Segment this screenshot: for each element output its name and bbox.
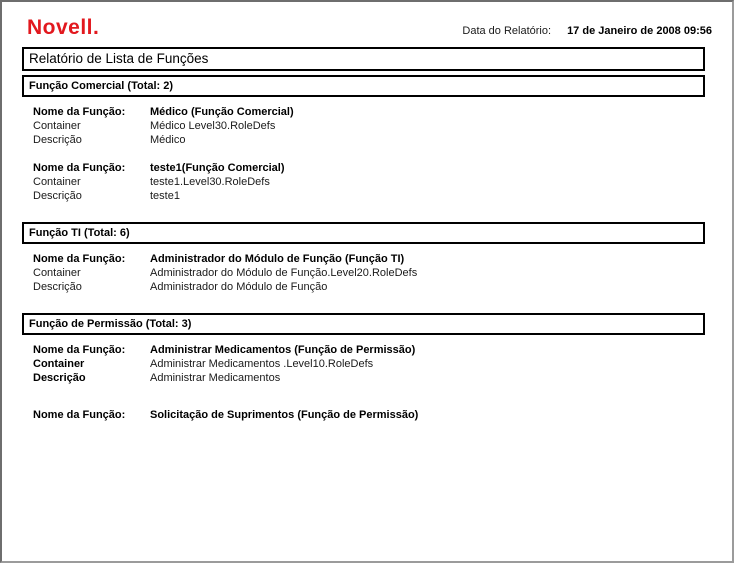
field-label: Container [33, 120, 81, 132]
role-field-row [22, 266, 705, 280]
role-field-row [22, 280, 705, 294]
section-header: Função de Permissão (Total: 3) [22, 313, 705, 335]
role-record [22, 161, 705, 203]
report-date-label: Data do Relatório: [462, 25, 552, 37]
role-record [22, 408, 705, 422]
field-value: teste1(Função Comercial) [150, 162, 285, 174]
report-title: Relatório de Lista de Funções [22, 47, 705, 71]
field-value: Administrador do Módulo de Função [150, 281, 328, 293]
field-value: teste1 [150, 190, 180, 202]
role-field-row [22, 161, 705, 175]
field-label: Container [33, 358, 85, 370]
field-value: Administrar Medicamentos (Função de Permissão) [150, 344, 416, 356]
field-label: Descrição [33, 190, 82, 202]
role-record [22, 252, 705, 294]
role-field-row [22, 189, 705, 203]
report-header [27, 17, 712, 39]
field-label: Nome da Função: [33, 409, 126, 421]
field-value: Administrador do Módulo de Função (Função TI) [150, 253, 405, 265]
sections-container [22, 75, 705, 422]
field-label: Container [33, 176, 81, 188]
report-section [22, 313, 705, 422]
role-record [22, 105, 705, 147]
role-field-row [22, 343, 705, 357]
field-value: Administrar Medicamentos .Level10.RoleDefs [150, 358, 374, 370]
field-label: Nome da Função: [33, 162, 126, 174]
role-field-row [22, 357, 705, 371]
field-value: Médico [150, 134, 186, 146]
role-field-row [22, 252, 705, 266]
field-value: Administrador do Módulo de Função.Level20.RoleDefs [150, 267, 418, 279]
role-field-row [22, 408, 705, 422]
report-section [22, 222, 705, 294]
section-header: Função Comercial (Total: 2) [22, 75, 705, 97]
field-value: Médico (Função Comercial) [150, 106, 294, 118]
report-date-value: 17 de Janeiro de 2008 09:56 [567, 25, 712, 37]
role-record [22, 343, 705, 385]
report-section [22, 75, 705, 203]
field-label: Descrição [33, 134, 82, 146]
section-header: Função TI (Total: 6) [22, 222, 705, 244]
field-label: Nome da Função: [33, 344, 126, 356]
field-value: teste1.Level30.RoleDefs [150, 176, 270, 188]
field-label: Nome da Função: [33, 253, 126, 265]
field-label: Nome da Função: [33, 106, 126, 118]
role-field-row [22, 105, 705, 119]
report-date [462, 25, 712, 37]
field-label: Descrição [33, 372, 86, 384]
role-field-row [22, 371, 705, 385]
field-label: Descrição [33, 281, 82, 293]
field-label: Container [33, 267, 81, 279]
field-value: Administrar Medicamentos [150, 372, 281, 384]
role-field-row [22, 119, 705, 133]
field-value: Solicitação de Suprimentos (Função de Permissão) [150, 409, 419, 421]
role-field-row [22, 175, 705, 189]
novell-logo: Novell. [27, 16, 100, 39]
role-field-row [22, 133, 705, 147]
field-value: Médico Level30.RoleDefs [150, 120, 276, 132]
